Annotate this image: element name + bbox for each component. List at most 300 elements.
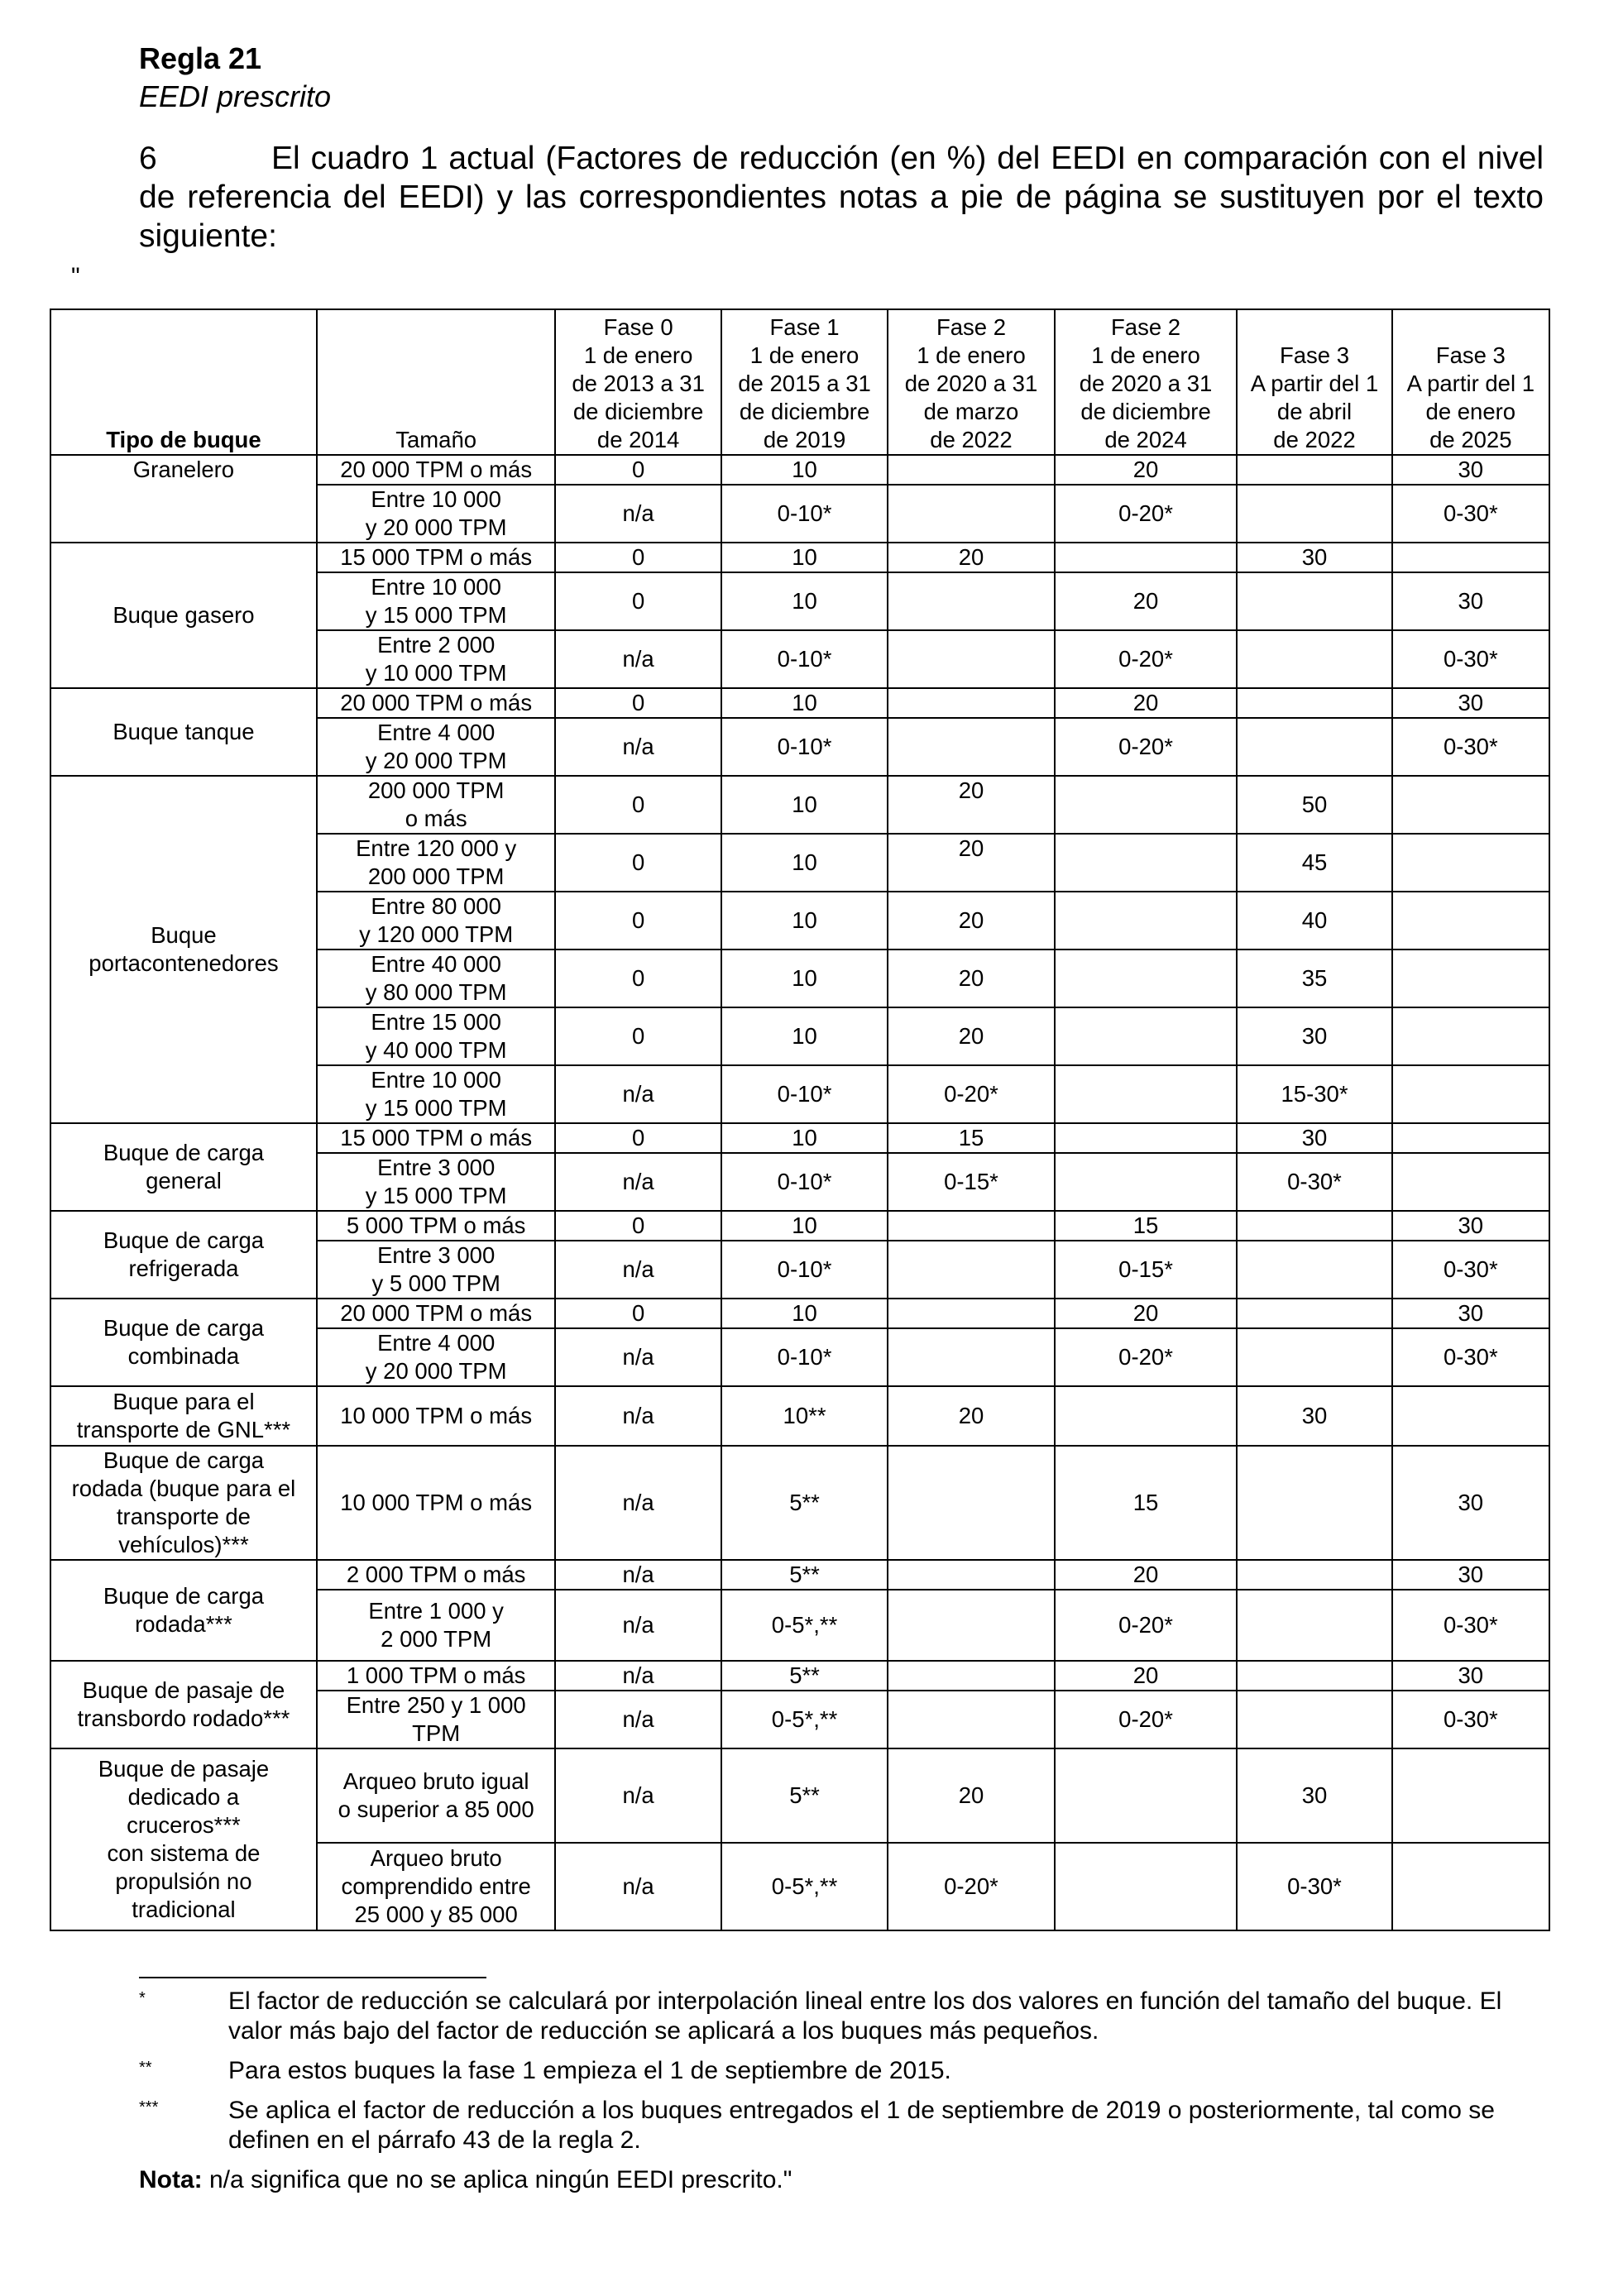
size-cell: [317, 1211, 556, 1241]
text-line: 2 000 TPM o más: [346, 1562, 526, 1587]
value-cell-p3b: [1392, 543, 1549, 572]
value-cell-p1: 5**: [721, 1748, 888, 1843]
text-line: Fase 3: [1279, 342, 1350, 368]
value-cell-p0: n/a: [555, 1153, 721, 1211]
value-cell-p1: 10: [721, 1007, 888, 1065]
text-line: Buque de pasaje de: [82, 1677, 285, 1703]
value-cell-p2b: 15: [1055, 1446, 1238, 1560]
value-cell-p3a: 30: [1237, 1748, 1391, 1843]
text-line: transporte de: [116, 1504, 251, 1529]
table-row: [50, 1446, 1549, 1560]
text-line: 1 de enero: [1091, 342, 1200, 368]
text-line: 1 000 TPM o más: [346, 1662, 526, 1688]
header-phase2-december-2024: [1055, 309, 1238, 455]
size-cell: [317, 949, 556, 1007]
text-line: de 2020 a 31: [904, 371, 1038, 396]
value-cell-p3b: 30: [1392, 1560, 1549, 1590]
value-cell-p3a: [1237, 572, 1391, 630]
value-cell-p2b: [1055, 543, 1238, 572]
value-cell-p0: 0: [555, 776, 721, 834]
table-row: [50, 1211, 1549, 1241]
value-cell-p3b: 0-30*: [1392, 1590, 1549, 1661]
value-cell-p1: 0-10*: [721, 1065, 888, 1123]
value-cell-p2a: 0-15*: [888, 1153, 1054, 1211]
footnotes: [139, 1977, 1544, 2195]
size-cell: [317, 1153, 556, 1211]
value-cell-p3b: 30: [1392, 1299, 1549, 1328]
value-cell-p3b: 0-30*: [1392, 1691, 1549, 1748]
value-cell-p3a: [1237, 1691, 1391, 1748]
text-line: 200 000 TPM: [367, 777, 505, 803]
text-line: 1 de enero: [583, 342, 693, 368]
text-line: Entre 10 000: [371, 574, 501, 600]
header-ship-type: Tipo de buque: [50, 309, 317, 455]
value-cell-p1: 10: [721, 1299, 888, 1328]
size-cell: [317, 718, 556, 776]
text-line: 20 000 TPM o más: [340, 1300, 533, 1326]
value-cell-p2a: 20: [888, 892, 1054, 949]
text-line: TPM: [412, 1720, 461, 1746]
footnote-mark: **: [139, 2059, 152, 2077]
text-line: refrigerada: [128, 1256, 239, 1281]
value-cell-p3a: 0-30*: [1237, 1153, 1391, 1211]
value-cell-p0: n/a: [555, 1590, 721, 1661]
text-line: A partir del 1: [1406, 371, 1535, 396]
rule-heading: [139, 40, 331, 116]
text-line: Arqueo bruto igual: [342, 1768, 529, 1794]
value-cell-p3b: 30: [1392, 1211, 1549, 1241]
ship-type-cell: [50, 776, 317, 1123]
value-cell-p2a: 20: [888, 834, 1054, 892]
text-line: 2 000 TPM: [381, 1626, 492, 1652]
value-cell-p0: n/a: [555, 718, 721, 776]
value-cell-p2b: [1055, 1065, 1238, 1123]
opening-quote: ": [71, 263, 80, 290]
value-cell-p3b: 0-30*: [1392, 630, 1549, 688]
text-line: Buque de carga: [103, 1227, 265, 1253]
text-line: y 20 000 TPM: [365, 1358, 507, 1384]
value-cell-p2b: [1055, 949, 1238, 1007]
header-phase0: [555, 309, 721, 455]
text-line: Buque de carga: [103, 1315, 265, 1341]
size-cell: [317, 1661, 556, 1691]
text-line: de 2014: [596, 427, 680, 452]
text-line: y 20 000 TPM: [365, 748, 507, 773]
text-line: Entre 10 000: [371, 1067, 501, 1093]
value-cell-p3a: [1237, 485, 1391, 543]
ship-type-cell: [50, 1748, 317, 1930]
value-cell-p1: 0-5*,**: [721, 1843, 888, 1930]
text-line: de diciembre: [572, 399, 704, 424]
text-line: Buque de pasaje: [98, 1756, 270, 1782]
text-line: transporte de GNL***: [76, 1417, 291, 1442]
value-cell-p3b: [1392, 1065, 1549, 1123]
value-cell-p0: 0: [555, 688, 721, 718]
value-cell-p2a: 20: [888, 1007, 1054, 1065]
value-cell-p1: 10: [721, 892, 888, 949]
value-cell-p1: 10: [721, 776, 888, 834]
value-cell-p3a: [1237, 1661, 1391, 1691]
value-cell-p1: 0-10*: [721, 1241, 888, 1299]
text-line: o superior a 85 000: [338, 1796, 534, 1822]
value-cell-p2b: 0-20*: [1055, 718, 1238, 776]
text-line: de marzo: [923, 399, 1019, 424]
text-line: propulsión no: [115, 1868, 252, 1894]
value-cell-p2a: [888, 630, 1054, 688]
ship-type-cell: [50, 1211, 317, 1299]
table-row: [50, 1299, 1549, 1328]
value-cell-p2a: [888, 485, 1054, 543]
footnote-text: El factor de reducción se calculará por interpolación lineal entre los dos valores en función del tamaño del buque. El valor más bajo del factor de reducción se aplicará a los buques más pequeños.: [228, 1987, 1502, 2045]
value-cell-p2a: [888, 1446, 1054, 1560]
value-cell-p3b: 0-30*: [1392, 718, 1549, 776]
size-cell: [317, 1843, 556, 1930]
value-cell-p0: 0: [555, 1123, 721, 1153]
text-line: de 2013 a 31: [572, 371, 705, 396]
text-line: Buque de carga: [103, 1447, 265, 1473]
text-line: Granelero: [132, 457, 235, 482]
value-cell-p0: n/a: [555, 485, 721, 543]
size-cell: [317, 1748, 556, 1843]
size-cell: [317, 455, 556, 485]
text-line: Buque de carga: [103, 1583, 265, 1609]
value-cell-p0: 0: [555, 572, 721, 630]
value-cell-p0: n/a: [555, 1446, 721, 1560]
text-line: Entre 4 000: [377, 1330, 496, 1356]
value-cell-p0: 0: [555, 834, 721, 892]
value-cell-p3b: 30: [1392, 1446, 1549, 1560]
text-line: Arqueo bruto: [370, 1845, 502, 1871]
text-line: de 2022: [1273, 427, 1356, 452]
text-line: Buque para el: [113, 1389, 255, 1414]
value-cell-p3a: [1237, 718, 1391, 776]
size-cell: [317, 572, 556, 630]
size-cell: [317, 776, 556, 834]
header-row: [50, 309, 1549, 455]
value-cell-p2a: 20: [888, 1386, 1054, 1446]
value-cell-p2b: 0-20*: [1055, 1590, 1238, 1661]
text-line: 10 000 TPM o más: [340, 1403, 533, 1428]
text-line: y 15 000 TPM: [365, 1183, 507, 1208]
value-cell-p2a: 20: [888, 1748, 1054, 1843]
value-cell-p3a: [1237, 1560, 1391, 1590]
value-cell-p0: n/a: [555, 1843, 721, 1930]
value-cell-p2b: 0-20*: [1055, 630, 1238, 688]
value-cell-p3b: [1392, 892, 1549, 949]
value-cell-p0: n/a: [555, 1386, 721, 1446]
size-cell: [317, 1328, 556, 1386]
table-row: [50, 543, 1549, 572]
value-cell-p3a: [1237, 455, 1391, 485]
value-cell-p2b: 0-20*: [1055, 485, 1238, 543]
value-cell-p2a: [888, 1560, 1054, 1590]
text-line: 10 000 TPM o más: [340, 1490, 533, 1515]
value-cell-p3a: [1237, 1241, 1391, 1299]
size-cell: [317, 834, 556, 892]
text-line: rodada***: [135, 1611, 232, 1637]
text-line: de 2025: [1429, 427, 1512, 452]
table-note: [139, 2165, 1544, 2195]
footnote-text: Se aplica el factor de reducción a los buques entregados el 1 de septiembre de 2019 o posteriormente, tal como se definen en el párrafo 43 de la regla 2.: [228, 2097, 1495, 2154]
ship-type-cell: [50, 1386, 317, 1446]
text-line: Entre 120 000 y: [356, 835, 517, 861]
table-row: [50, 1661, 1549, 1691]
value-cell-p2a: [888, 688, 1054, 718]
text-line: transbordo rodado***: [77, 1705, 290, 1731]
text-line: Entre 1 000 y: [368, 1598, 504, 1624]
value-cell-p2a: 0-20*: [888, 1843, 1054, 1930]
text-line: Entre 3 000: [377, 1242, 496, 1268]
footnote-separator: [139, 1977, 486, 1978]
ship-type-cell: [50, 1123, 317, 1211]
text-line: Buque tanque: [113, 719, 255, 744]
value-cell-p1: 10: [721, 572, 888, 630]
footnote-mark: *: [139, 1989, 146, 2007]
value-cell-p0: n/a: [555, 1328, 721, 1386]
value-cell-p0: n/a: [555, 1661, 721, 1691]
value-cell-p3a: [1237, 630, 1391, 688]
text-line: Entre 2 000: [377, 632, 496, 658]
text-line: 20 000 TPM o más: [340, 690, 533, 715]
value-cell-p2a: [888, 1691, 1054, 1748]
footnote: [139, 1987, 1544, 2046]
text-line: y 40 000 TPM: [365, 1037, 507, 1063]
value-cell-p0: n/a: [555, 1691, 721, 1748]
size-cell: [317, 543, 556, 572]
value-cell-p0: 0: [555, 949, 721, 1007]
header-phase1: [721, 309, 888, 455]
value-cell-p1: 10: [721, 1123, 888, 1153]
value-cell-p3a: [1237, 1590, 1391, 1661]
text-line: de 2015 a 31: [738, 371, 871, 396]
value-cell-p3a: 15-30*: [1237, 1065, 1391, 1123]
text-line: o más: [405, 806, 467, 831]
value-cell-p2b: 20: [1055, 572, 1238, 630]
value-cell-p1: 10: [721, 949, 888, 1007]
value-cell-p1: 5**: [721, 1661, 888, 1691]
rule-subtitle: EEDI prescrito: [139, 79, 332, 113]
value-cell-p1: 10**: [721, 1386, 888, 1446]
size-cell: [317, 630, 556, 688]
value-cell-p2a: 20: [888, 543, 1054, 572]
text-line: comprendido entre: [341, 1873, 531, 1899]
text-line: Entre 250 y 1 000: [346, 1692, 526, 1718]
value-cell-p3a: 30: [1237, 1386, 1391, 1446]
value-cell-p0: n/a: [555, 630, 721, 688]
text-line: y 120 000 TPM: [359, 921, 514, 947]
text-line: y 80 000 TPM: [365, 979, 507, 1005]
value-cell-p2a: [888, 1590, 1054, 1661]
size-cell: [317, 1299, 556, 1328]
value-cell-p1: 5**: [721, 1560, 888, 1590]
text-line: y 15 000 TPM: [365, 602, 507, 628]
text-line: de enero: [1425, 399, 1516, 424]
text-line: 1 de enero: [917, 342, 1026, 368]
text-line: vehículos)***: [118, 1532, 249, 1557]
value-cell-p3b: 0-30*: [1392, 1241, 1549, 1299]
text-line: de 2024: [1104, 427, 1187, 452]
value-cell-p3a: [1237, 1211, 1391, 1241]
text-line: de 2019: [763, 427, 846, 452]
table-body: [50, 455, 1549, 1930]
value-cell-p3b: 30: [1392, 688, 1549, 718]
eedi-reduction-table: [50, 309, 1550, 1931]
value-cell-p0: n/a: [555, 1748, 721, 1843]
text-line: Buque: [151, 922, 217, 948]
size-cell: [317, 1691, 556, 1748]
value-cell-p3a: 30: [1237, 1123, 1391, 1153]
ship-type-cell: [50, 1299, 317, 1386]
text-line: Buque de carga: [103, 1140, 265, 1165]
value-cell-p0: 0: [555, 892, 721, 949]
footnote: [139, 2056, 1544, 2086]
text-line: y 10 000 TPM: [365, 660, 507, 686]
text-line: Fase 3: [1435, 342, 1506, 368]
value-cell-p3b: [1392, 949, 1549, 1007]
value-cell-p3b: 30: [1392, 1661, 1549, 1691]
value-cell-p3a: [1237, 1328, 1391, 1386]
text-line: 5 000 TPM o más: [346, 1213, 526, 1238]
value-cell-p2b: [1055, 1748, 1238, 1843]
table-row: [50, 1748, 1549, 1843]
text-line: Entre 3 000: [377, 1155, 496, 1180]
size-cell: [317, 688, 556, 718]
text-line: A partir del 1: [1250, 371, 1379, 396]
value-cell-p2a: [888, 1241, 1054, 1299]
value-cell-p3a: 0-30*: [1237, 1843, 1391, 1930]
size-cell: [317, 1241, 556, 1299]
value-cell-p3a: 30: [1237, 543, 1391, 572]
text-line: Fase 2: [1111, 314, 1181, 340]
size-cell: [317, 1065, 556, 1123]
value-cell-p0: 0: [555, 1299, 721, 1328]
text-line: de diciembre: [739, 399, 870, 424]
value-cell-p2a: [888, 1211, 1054, 1241]
value-cell-p1: 10: [721, 834, 888, 892]
value-cell-p3a: [1237, 1446, 1391, 1560]
value-cell-p3a: 35: [1237, 949, 1391, 1007]
value-cell-p3b: [1392, 776, 1549, 834]
size-cell: [317, 485, 556, 543]
note-label: Nota:: [139, 2166, 203, 2193]
value-cell-p3b: [1392, 1748, 1549, 1843]
amendment-paragraph: [139, 139, 1544, 256]
value-cell-p2a: [888, 1299, 1054, 1328]
value-cell-p2a: 20: [888, 776, 1054, 834]
text-line: tradicional: [132, 1897, 236, 1922]
value-cell-p3b: [1392, 834, 1549, 892]
value-cell-p1: 0-5*,**: [721, 1691, 888, 1748]
text-line: dedicado a: [127, 1784, 240, 1810]
value-cell-p2a: [888, 1328, 1054, 1386]
value-cell-p2b: 20: [1055, 1299, 1238, 1328]
value-cell-p2b: [1055, 1153, 1238, 1211]
value-cell-p2b: 20: [1055, 455, 1238, 485]
value-cell-p2b: 20: [1055, 688, 1238, 718]
text-line: Fase 0: [603, 314, 673, 340]
value-cell-p2b: [1055, 1843, 1238, 1930]
value-cell-p3b: [1392, 1386, 1549, 1446]
size-cell: [317, 1446, 556, 1560]
text-line: Entre 40 000: [371, 951, 501, 977]
value-cell-p1: 10: [721, 688, 888, 718]
table-row: [50, 688, 1549, 718]
text-line: 15 000 TPM o más: [340, 544, 533, 570]
value-cell-p1: 0-10*: [721, 1153, 888, 1211]
table-row: [50, 1560, 1549, 1590]
value-cell-p3b: 0-30*: [1392, 1328, 1549, 1386]
ship-type-cell: [50, 1560, 317, 1661]
value-cell-p2a: [888, 718, 1054, 776]
value-cell-p2a: 0-20*: [888, 1065, 1054, 1123]
value-cell-p3a: 45: [1237, 834, 1391, 892]
value-cell-p3b: [1392, 1007, 1549, 1065]
value-cell-p3a: 30: [1237, 1007, 1391, 1065]
value-cell-p0: 0: [555, 543, 721, 572]
table-row: [50, 1123, 1549, 1153]
value-cell-p1: 0-10*: [721, 630, 888, 688]
value-cell-p2b: 15: [1055, 1211, 1238, 1241]
text-line: Entre 15 000: [371, 1009, 501, 1035]
value-cell-p3b: [1392, 1123, 1549, 1153]
text-line: 25 000 y 85 000: [354, 1901, 518, 1927]
value-cell-p0: 0: [555, 1007, 721, 1065]
text-line: 15 000 TPM o más: [340, 1125, 533, 1150]
value-cell-p3a: [1237, 1299, 1391, 1328]
value-cell-p2b: 0-20*: [1055, 1691, 1238, 1748]
value-cell-p1: 0-5*,**: [721, 1590, 888, 1661]
paragraph-text: El cuadro 1 actual (Factores de reducción (en %) del EEDI en comparación con el nivel de referencia del EEDI) y las correspondientes notas a pie de página se sustituyen por el texto siguiente:: [139, 141, 1544, 254]
footnote-mark: ***: [139, 2098, 159, 2117]
value-cell-p1: 0-10*: [721, 485, 888, 543]
value-cell-p0: 0: [555, 1211, 721, 1241]
text-line: Entre 4 000: [377, 720, 496, 745]
value-cell-p0: n/a: [555, 1065, 721, 1123]
value-cell-p3b: 30: [1392, 572, 1549, 630]
value-cell-p2a: [888, 455, 1054, 485]
note-text: n/a significa que no se aplica ningún EEDI prescrito.": [202, 2166, 792, 2193]
ship-type-cell: [50, 543, 317, 688]
header-phase3-april-2022: [1237, 309, 1391, 455]
text-line: portacontenedores: [89, 950, 279, 976]
text-line: Fase 1: [769, 314, 840, 340]
value-cell-p2b: 20: [1055, 1560, 1238, 1590]
text-line: general: [146, 1168, 222, 1193]
text-line: Entre 80 000: [371, 893, 501, 919]
value-cell-p1: 0-10*: [721, 1328, 888, 1386]
footnote-list: [139, 1987, 1544, 2155]
footnote-text: Para estos buques la fase 1 empieza el 1 de septiembre de 2015.: [228, 2057, 951, 2084]
table-row: [50, 455, 1549, 485]
value-cell-p2a: 15: [888, 1123, 1054, 1153]
value-cell-p0: n/a: [555, 1560, 721, 1590]
value-cell-p0: n/a: [555, 1241, 721, 1299]
value-cell-p1: 5**: [721, 1446, 888, 1560]
text-line: de diciembre: [1080, 399, 1211, 424]
value-cell-p3a: 50: [1237, 776, 1391, 834]
value-cell-p2b: 20: [1055, 1661, 1238, 1691]
size-cell: [317, 1386, 556, 1446]
value-cell-p2b: 0-15*: [1055, 1241, 1238, 1299]
text-line: y 20 000 TPM: [365, 514, 507, 540]
paragraph-number: 6: [139, 141, 157, 176]
value-cell-p2b: [1055, 1123, 1238, 1153]
text-line: Buque gasero: [113, 602, 255, 628]
value-cell-p0: 0: [555, 455, 721, 485]
ship-type-cell: [50, 1446, 317, 1560]
value-cell-p2b: [1055, 892, 1238, 949]
text-line: cruceros***: [127, 1812, 241, 1838]
